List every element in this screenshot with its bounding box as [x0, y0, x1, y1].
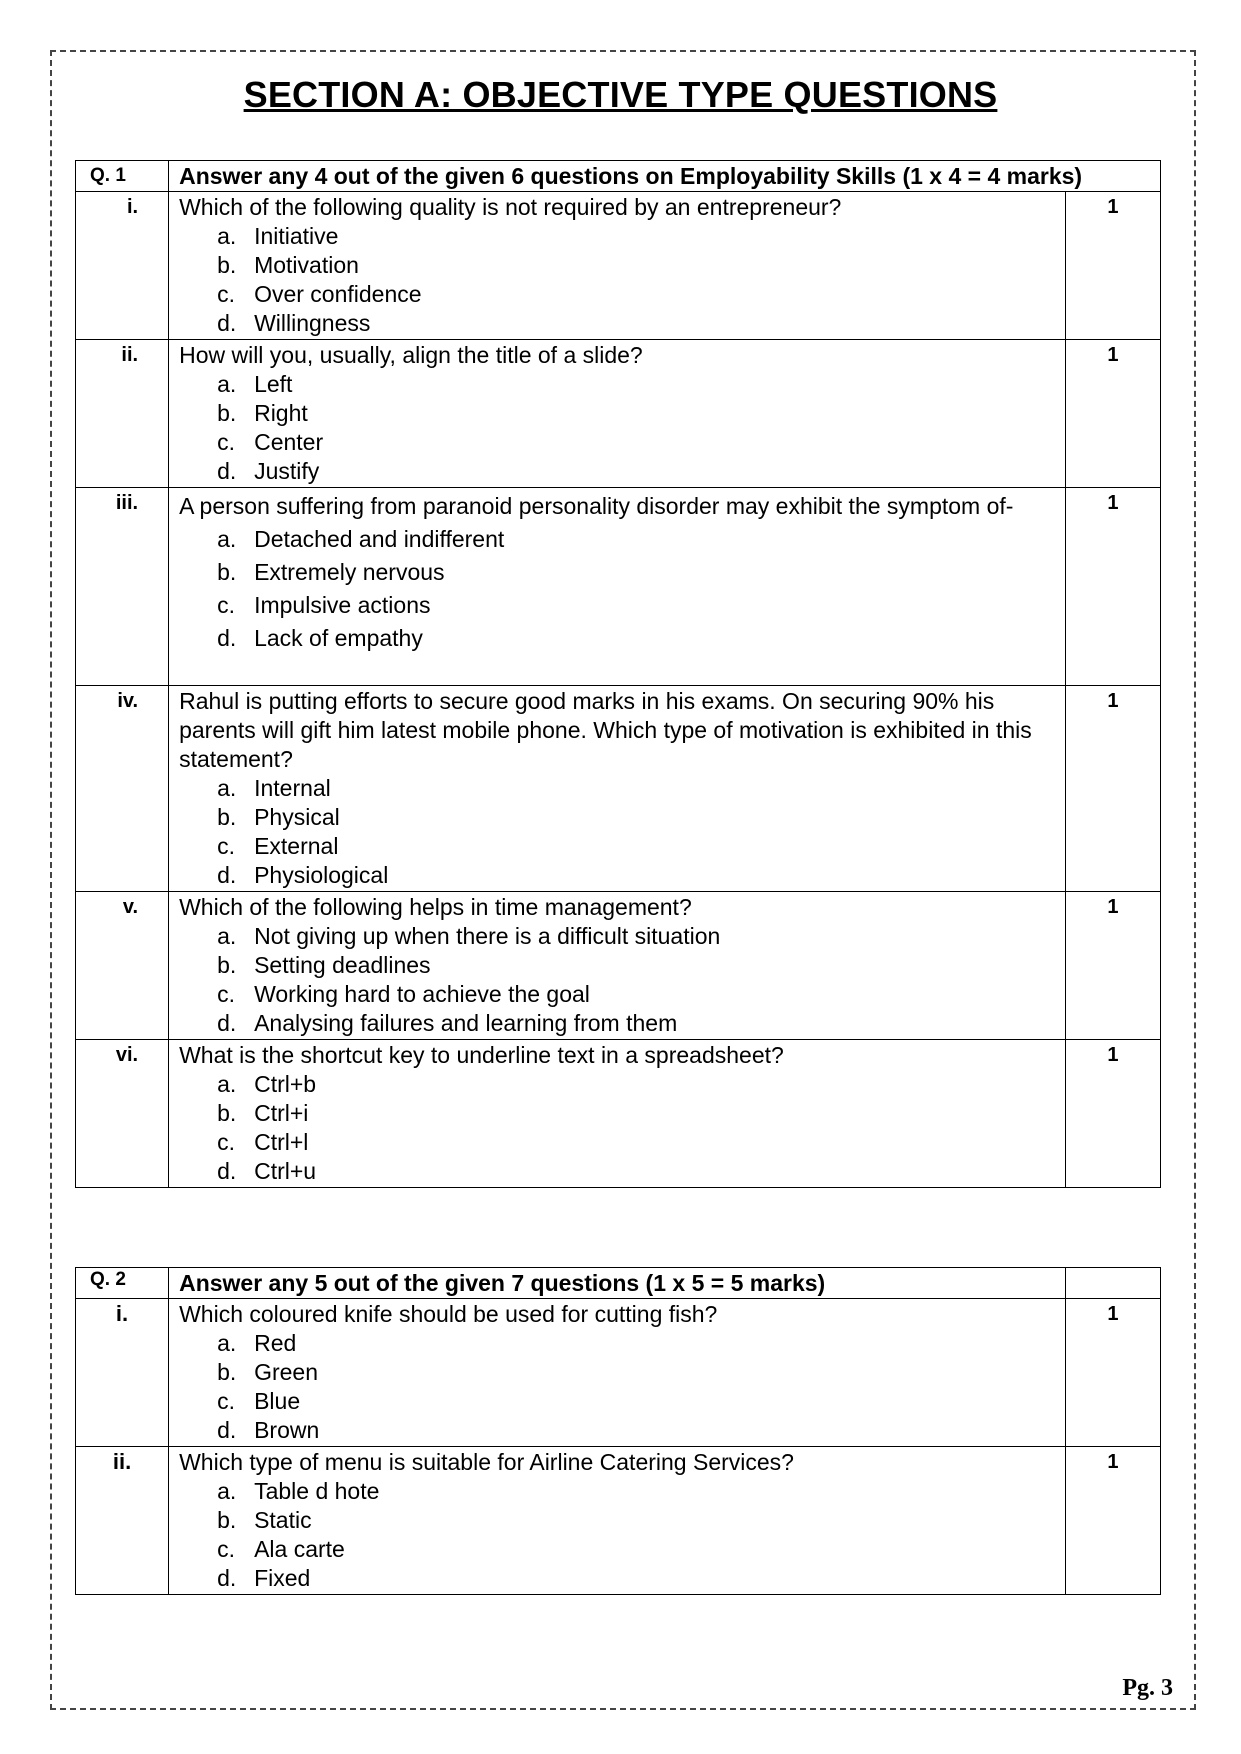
- option-item: [217, 1329, 1055, 1358]
- option-letter: a.: [217, 1330, 237, 1356]
- question-1-header-row: [76, 161, 1161, 192]
- sub-question-number: i.: [76, 192, 169, 340]
- option-text: Ctrl+u: [254, 1158, 317, 1184]
- option-text: Ctrl+b: [254, 1071, 317, 1097]
- option-item: [217, 1506, 1055, 1535]
- sub-question-body: [169, 1447, 1066, 1595]
- question-instruction: Answer any 4 out of the given 6 questions on Employability Skills (1 x 4 = 4 marks): [169, 161, 1161, 192]
- marks-value: 1: [1065, 488, 1160, 686]
- option-item: [217, 1535, 1055, 1564]
- marks-value: 1: [1065, 1040, 1160, 1188]
- option-letter: a.: [217, 1478, 237, 1504]
- option-text: Justify: [254, 458, 320, 484]
- option-letter: c.: [217, 592, 235, 618]
- option-text: Motivation: [254, 252, 359, 278]
- option-text: Blue: [254, 1388, 301, 1414]
- options-list: [179, 922, 1055, 1038]
- option-letter: b.: [217, 804, 237, 830]
- option-letter: d.: [217, 1010, 237, 1036]
- option-text: Setting deadlines: [254, 952, 431, 978]
- question-text: Which type of menu is suitable for Airline Catering Services?: [179, 1449, 794, 1475]
- option-item: [217, 774, 1055, 803]
- option-item: [217, 861, 1055, 890]
- option-text: Static: [254, 1507, 312, 1533]
- option-item: [217, 803, 1055, 832]
- option-text: Physiological: [254, 862, 389, 888]
- option-letter: d.: [217, 1417, 237, 1443]
- option-item: [217, 951, 1055, 980]
- option-text: Analysing failures and learning from them: [254, 1010, 678, 1036]
- option-letter: a.: [217, 1071, 237, 1097]
- option-text: Ala carte: [254, 1536, 345, 1562]
- option-letter: c.: [217, 981, 235, 1007]
- marks-value: 1: [1065, 192, 1160, 340]
- marks-cell-empty: [1065, 1268, 1160, 1299]
- question-number: Q. 2: [76, 1268, 169, 1299]
- option-letter: b.: [217, 400, 237, 426]
- sub-question-row: [76, 1299, 1161, 1447]
- option-item: [217, 399, 1055, 428]
- sub-question-body: [169, 1299, 1066, 1447]
- option-letter: b.: [217, 1507, 237, 1533]
- option-item: [217, 1477, 1055, 1506]
- option-text: Internal: [254, 775, 331, 801]
- question-2-table: [75, 1267, 1161, 1595]
- option-item: [217, 922, 1055, 951]
- options-list: [179, 1329, 1055, 1445]
- option-item: [217, 556, 1055, 589]
- option-letter: d.: [217, 862, 237, 888]
- option-letter: a.: [217, 371, 237, 397]
- options-list: [179, 774, 1055, 890]
- option-item: [217, 370, 1055, 399]
- option-text: Left: [254, 371, 293, 397]
- options-list: [179, 523, 1055, 655]
- sub-question-row: [76, 892, 1161, 1040]
- options-list: [179, 370, 1055, 486]
- question-text: Rahul is putting efforts to secure good marks in his exams. On securing 90% his parents will gift him latest mobile phone. Which type of motivation is exhibited in this statement?: [179, 688, 1032, 772]
- option-item: [217, 589, 1055, 622]
- marks-value: 1: [1065, 1447, 1160, 1595]
- sub-question-number: i.: [76, 1299, 169, 1447]
- option-text: External: [254, 833, 339, 859]
- option-letter: a.: [217, 526, 237, 552]
- option-text: Initiative: [254, 223, 339, 249]
- option-text: Impulsive actions: [254, 592, 431, 618]
- option-text: Lack of empathy: [254, 625, 423, 651]
- option-letter: b.: [217, 952, 237, 978]
- marks-value: 1: [1065, 1299, 1160, 1447]
- option-letter: c.: [217, 281, 235, 307]
- question-text: What is the shortcut key to underline text in a spreadsheet?: [179, 1042, 784, 1068]
- option-text: Working hard to achieve the goal: [254, 981, 590, 1007]
- sub-question-body: [169, 892, 1066, 1040]
- option-letter: c.: [217, 1536, 235, 1562]
- option-letter: a.: [217, 923, 237, 949]
- sub-question-number: iv.: [76, 686, 169, 892]
- option-letter: c.: [217, 833, 235, 859]
- marks-value: 1: [1065, 892, 1160, 1040]
- option-text: Right: [254, 400, 308, 426]
- option-text: Green: [254, 1359, 319, 1385]
- options-list: [179, 1477, 1055, 1593]
- option-item: [217, 222, 1055, 251]
- question-text: How will you, usually, align the title of a slide?: [179, 342, 643, 368]
- option-letter: b.: [217, 1359, 237, 1385]
- option-letter: b.: [217, 559, 237, 585]
- page-number: Pg. 3: [1122, 1675, 1173, 1701]
- option-item: [217, 1009, 1055, 1038]
- question-number: Q. 1: [76, 161, 169, 192]
- option-item: [217, 523, 1055, 556]
- sub-question-row: [76, 1040, 1161, 1188]
- question-text: Which of the following helps in time management?: [179, 894, 692, 920]
- sub-question-body: [169, 340, 1066, 488]
- option-item: [217, 622, 1055, 655]
- option-letter: d.: [217, 310, 237, 336]
- sub-question-row: [76, 1447, 1161, 1595]
- sub-question-body: [169, 686, 1066, 892]
- option-text: Brown: [254, 1417, 320, 1443]
- sub-question-row: [76, 488, 1161, 686]
- option-item: [217, 1564, 1055, 1593]
- option-letter: a.: [217, 223, 237, 249]
- option-letter: d.: [217, 1158, 237, 1184]
- option-text: Over confidence: [254, 281, 422, 307]
- sub-question-body: [169, 1040, 1066, 1188]
- option-item: [217, 832, 1055, 861]
- options-list: [179, 1070, 1055, 1186]
- sub-question-row: [76, 192, 1161, 340]
- sub-question-number: vi.: [76, 1040, 169, 1188]
- question-text: A person suffering from paranoid personality disorder may exhibit the symptom of-: [179, 493, 1014, 519]
- option-letter: b.: [217, 252, 237, 278]
- marks-value: 1: [1065, 686, 1160, 892]
- option-item: [217, 1128, 1055, 1157]
- option-text: Not giving up when there is a difficult situation: [254, 923, 721, 949]
- question-2-header-row: [76, 1268, 1161, 1299]
- question-instruction: Answer any 5 out of the given 7 questions (1 x 5 = 5 marks): [169, 1268, 1066, 1299]
- sub-question-body: [169, 488, 1066, 686]
- option-letter: d.: [217, 1565, 237, 1591]
- sub-question-row: [76, 686, 1161, 892]
- sub-question-number: ii.: [76, 1447, 169, 1595]
- option-letter: b.: [217, 1100, 237, 1126]
- option-item: [217, 280, 1055, 309]
- option-item: [217, 1387, 1055, 1416]
- option-item: [217, 457, 1055, 486]
- option-text: Ctrl+l: [254, 1129, 309, 1155]
- option-letter: d.: [217, 458, 237, 484]
- question-text: Which of the following quality is not required by an entrepreneur?: [179, 194, 842, 220]
- option-text: Fixed: [254, 1565, 311, 1591]
- option-text: Extremely nervous: [254, 559, 445, 585]
- option-text: Willingness: [254, 310, 371, 336]
- options-list: [179, 222, 1055, 338]
- option-text: Physical: [254, 804, 340, 830]
- option-letter: c.: [217, 1388, 235, 1414]
- option-letter: c.: [217, 429, 235, 455]
- option-text: Ctrl+i: [254, 1100, 309, 1126]
- question-1-table: [75, 160, 1161, 1188]
- option-text: Red: [254, 1330, 297, 1356]
- option-item: [217, 251, 1055, 280]
- option-item: [217, 1070, 1055, 1099]
- sub-question-row: [76, 340, 1161, 488]
- sub-question-body: [169, 192, 1066, 340]
- section-title: SECTION A: OBJECTIVE TYPE QUESTIONS: [243, 74, 998, 115]
- option-letter: c.: [217, 1129, 235, 1155]
- option-letter: a.: [217, 775, 237, 801]
- option-text: Center: [254, 429, 324, 455]
- option-item: [217, 1157, 1055, 1186]
- option-letter: d.: [217, 625, 237, 651]
- question-text: Which coloured knife should be used for cutting fish?: [179, 1301, 718, 1327]
- option-item: [217, 980, 1055, 1009]
- option-text: Table d hote: [254, 1478, 380, 1504]
- option-item: [217, 428, 1055, 457]
- option-item: [217, 1358, 1055, 1387]
- option-item: [217, 1416, 1055, 1445]
- sub-question-number: ii.: [76, 340, 169, 488]
- sub-question-number: iii.: [76, 488, 169, 686]
- sub-question-number: v.: [76, 892, 169, 1040]
- option-item: [217, 1099, 1055, 1128]
- marks-value: 1: [1065, 340, 1160, 488]
- option-item: [217, 309, 1055, 338]
- option-text: Detached and indifferent: [254, 526, 505, 552]
